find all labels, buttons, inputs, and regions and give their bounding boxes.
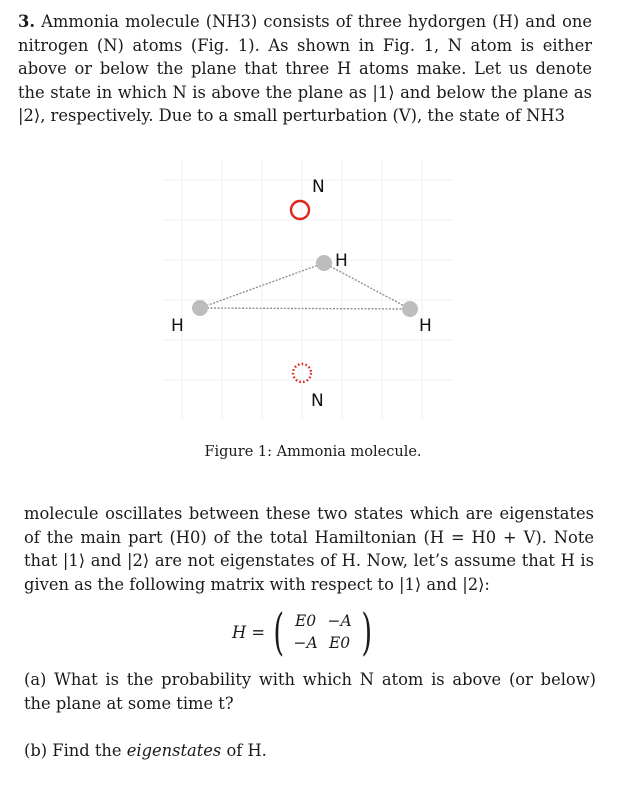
continuation-line-2: the main part (H0) of the total Hamiltonian (H = H0 + V). Note that xyxy=(24,527,594,570)
matrix-cell-12: −A xyxy=(327,612,352,630)
matrix-cell-21: −A xyxy=(293,634,318,652)
nitrogen-above-atom xyxy=(291,201,309,219)
problem-line-3: above or below the plane that three H atoms make. Let us denote xyxy=(18,59,592,78)
problem-line-1: Ammonia molecule (NH3) consists of three hydorgen (H) and xyxy=(41,12,556,31)
h-back-label: H xyxy=(335,251,348,271)
continuation-text xyxy=(24,502,594,596)
question-a: (a) What is the probability with which N atom is above (or below) the plane at some time t? xyxy=(24,670,596,713)
question-b-emphasis: eigenstates xyxy=(126,741,222,760)
problem-line-2: one nitrogen (N) atoms (Fig. 1). As shown in Fig. 1, N atom is either xyxy=(18,12,592,55)
matrix-lhs: H = xyxy=(232,622,266,642)
h-plane-bonds xyxy=(200,263,410,309)
n-bottom-label: N xyxy=(311,391,324,411)
problem-line-5: |2⟩, respectively. Due to a small perturbation (V), the state of NH3 xyxy=(18,106,565,125)
question-b-suffix: of H. xyxy=(221,741,267,760)
continuation-line-3: |1⟩ and |2⟩ are not eigenstates of H. Now, let’s assume that H is given xyxy=(24,551,594,594)
ammonia-figure xyxy=(162,160,452,420)
hydrogen-left-atom xyxy=(192,300,208,316)
right-paren: ) xyxy=(360,603,372,661)
hydrogen-back-atom xyxy=(316,255,332,271)
hamiltonian-matrix xyxy=(232,604,376,660)
h-right-label: H xyxy=(419,316,432,336)
hydrogen-right-atom xyxy=(402,301,418,317)
continuation-line-1: molecule oscillates between these two states which are eigenstates of xyxy=(24,504,594,547)
question-b-prefix: (b) Find the xyxy=(24,741,127,760)
matrix-cell-22: E0 xyxy=(328,634,351,652)
figure-caption: Figure 1: Ammonia molecule. xyxy=(204,444,422,460)
problem-statement xyxy=(18,10,592,128)
question-b xyxy=(24,739,267,763)
h-left-label: H xyxy=(171,316,184,336)
n-top-label: N xyxy=(312,177,325,197)
matrix-body xyxy=(289,611,357,653)
problem-number: 3. xyxy=(18,12,35,31)
left-paren: ( xyxy=(273,603,285,661)
problem-line-4: the state in which N is above the plane as |1⟩ and below the plane as xyxy=(18,82,592,102)
continuation-line-4: as the following matrix with respect to |1⟩ and |2⟩: xyxy=(74,574,490,594)
matrix-cell-11: E0 xyxy=(294,612,317,630)
